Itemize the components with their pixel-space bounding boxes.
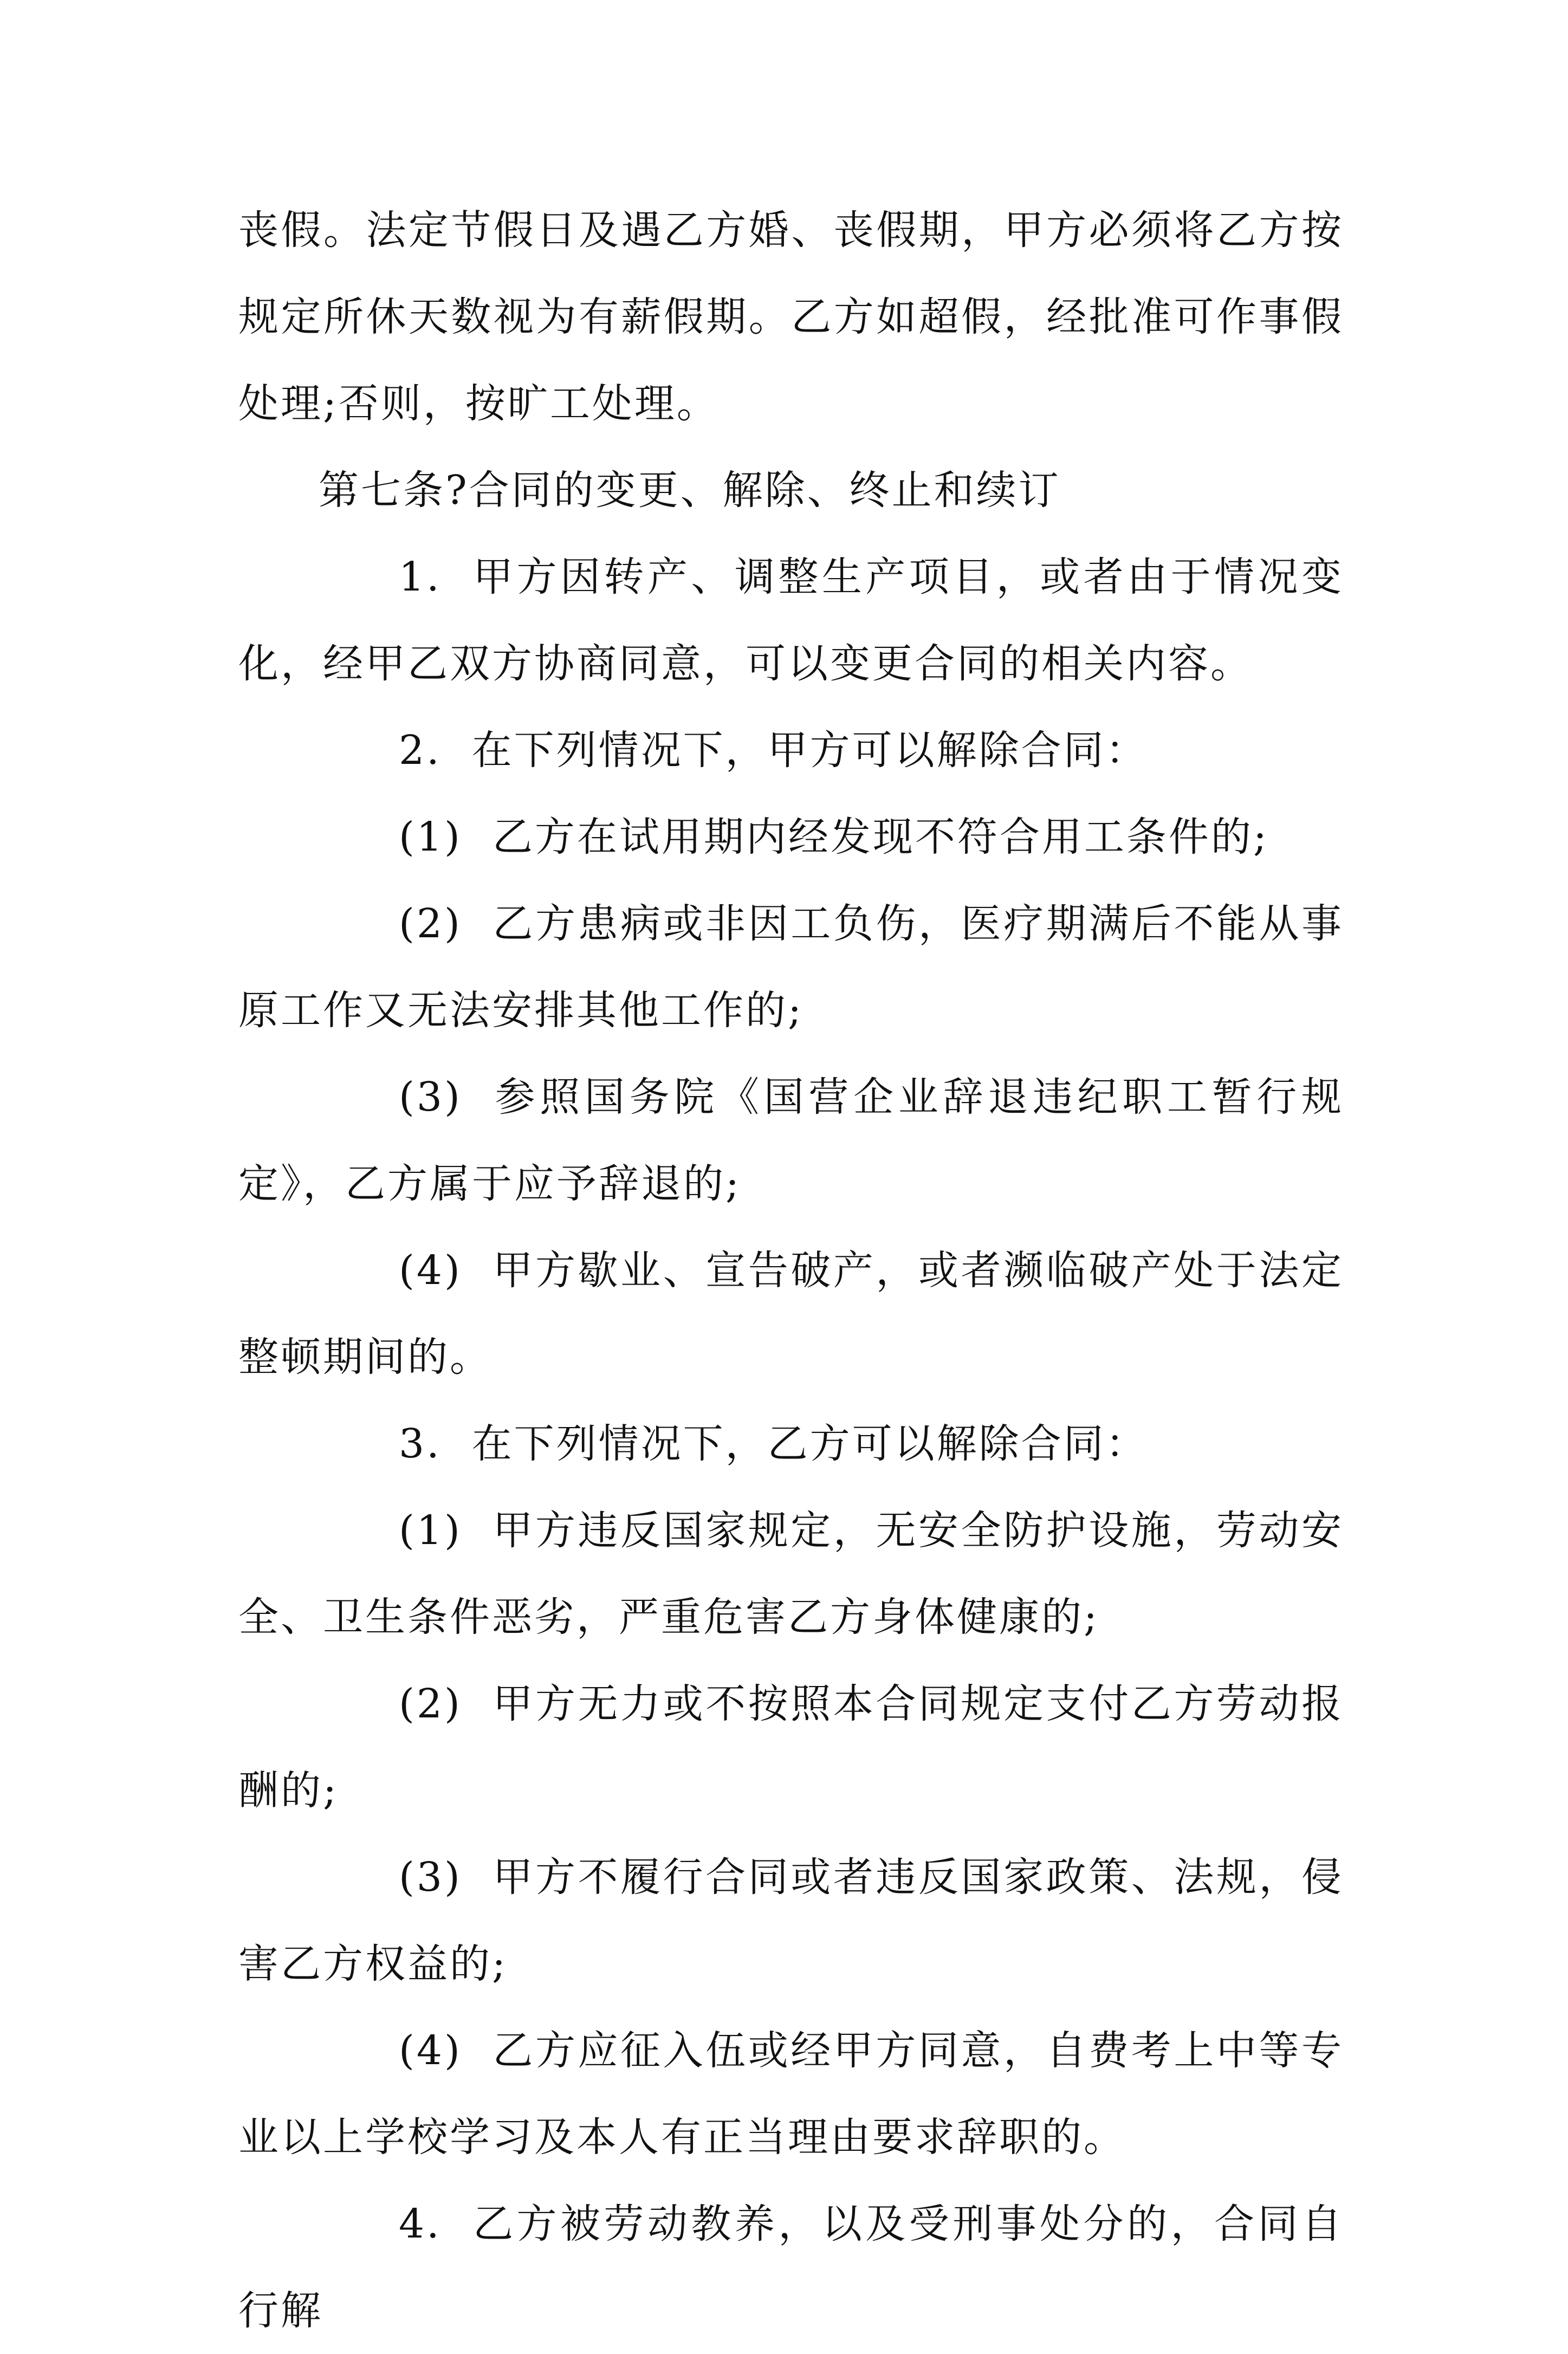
contract-body-text bbox=[238, 187, 1344, 2354]
item-text: 甲方不履行合同或者违反国家政策、法规，侵害乙方权益的; bbox=[238, 1854, 1344, 1987]
paragraph-continued-leave bbox=[238, 187, 1344, 447]
clause-2-item-4 bbox=[238, 1227, 1344, 1400]
clause-number: 4. bbox=[399, 2201, 442, 2247]
item-text: 参照国务院《国营企业辞退违纪职工暂行规定》，乙方属于应予辞退的; bbox=[238, 1074, 1344, 1207]
clause-number: 3. bbox=[399, 1421, 442, 1467]
item-number: (2) bbox=[399, 900, 462, 947]
paragraph-text: 丧假。法定节假日及遇乙方婚、丧假期，甲方必须将乙方按规定所休天数视为有薪假期。乙方如超假，经批准可作事假处理;否则，按旷工处理。 bbox=[238, 207, 1344, 427]
item-text: 甲方违反国家规定，无安全防护设施，劳动安全、卫生条件恶劣，严重危害乙方身体健康的; bbox=[238, 1507, 1344, 1640]
clause-text: 在下列情况下，甲方可以解除合同： bbox=[471, 727, 1148, 774]
item-number: (4) bbox=[399, 1247, 462, 1294]
clause-4 bbox=[238, 2181, 1344, 2354]
clause-3-item-3 bbox=[238, 1834, 1344, 2007]
item-text: 甲方无力或不按照本合同规定支付乙方劳动报酬的; bbox=[238, 1681, 1344, 1814]
clause-text: 乙方被劳动教养，以及受刑事处分的，合同自行解 bbox=[238, 2201, 1344, 2334]
clause-number: 2. bbox=[399, 727, 442, 774]
article-7-heading bbox=[238, 447, 1344, 534]
clause-3-item-2 bbox=[238, 1661, 1344, 1834]
clause-2-item-2 bbox=[238, 880, 1344, 1054]
item-number: (3) bbox=[399, 1074, 462, 1120]
item-number: (1) bbox=[399, 1507, 462, 1554]
item-number: (3) bbox=[399, 1854, 462, 1901]
clause-text: 在下列情况下，乙方可以解除合同： bbox=[471, 1421, 1148, 1467]
clause-number: 1. bbox=[399, 554, 442, 600]
clause-3-item-4 bbox=[238, 2007, 1344, 2181]
item-number: (4) bbox=[399, 2027, 462, 2074]
item-number: (1) bbox=[399, 814, 462, 860]
item-number: (2) bbox=[399, 1681, 462, 1727]
clause-3-item-1 bbox=[238, 1487, 1344, 1661]
heading-text: 第七条?合同的变更、解除、终止和续订 bbox=[319, 467, 1061, 514]
clause-3 bbox=[238, 1400, 1344, 1487]
item-text: 甲方歇业、宣告破产，或者濒临破产处于法定整顿期间的。 bbox=[238, 1247, 1344, 1380]
clause-2 bbox=[238, 707, 1344, 794]
clause-1 bbox=[238, 534, 1344, 707]
clause-2-item-3 bbox=[238, 1054, 1344, 1227]
clause-2-item-1 bbox=[238, 794, 1344, 880]
item-text: 乙方在试用期内经发现不符合用工条件的; bbox=[492, 814, 1269, 860]
item-text: 乙方应征入伍或经甲方同意，自费考上中等专业以上学校学习及本人有正当理由要求辞职的。 bbox=[238, 2027, 1344, 2161]
clause-text: 甲方因转产、调整生产项目，或者由于情况变化，经甲乙双方协商同意，可以变更合同的相关内容。 bbox=[238, 554, 1344, 687]
item-text: 乙方患病或非因工负伤，医疗期满后不能从事原工作又无法安排其他工作的; bbox=[238, 900, 1344, 1034]
